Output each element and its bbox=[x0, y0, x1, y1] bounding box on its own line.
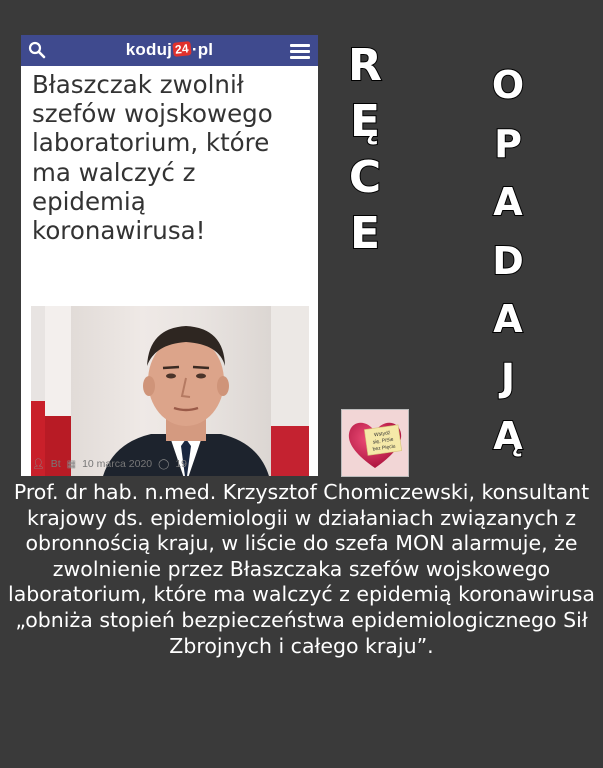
side-letter: A bbox=[493, 180, 523, 224]
side-letter: P bbox=[494, 121, 522, 166]
calendar-icon: ▦ bbox=[66, 458, 77, 470]
article-photo bbox=[31, 306, 309, 476]
article-date: 10 marca 2020 bbox=[82, 458, 153, 470]
article-headline[interactable]: Błaszczak zwolnił szefów wojskowego laboratorium, które ma walczyć z epidemią koronawirusa! bbox=[32, 70, 273, 246]
caption-text: Prof. dr hab. n.med. Krzysztof Chomiczewski, konsultant krajowy ds. epidemiologii w działaniach związanych z obronnością kraju, w liście do szefa MON alarmuje, że zwolnienie przez Błaszczaka szefów wojskowego laboratorium, które ma walczyć z epidemią koronawirusa „obniża stopień bezpieczeństwa epidemiologicznego Sił Zbrojnych i całego kraju”. bbox=[8, 480, 595, 658]
site-logo-prefix: koduj bbox=[125, 40, 173, 59]
side-letter: O bbox=[491, 63, 525, 107]
person-icon: 👤︎ bbox=[32, 458, 45, 470]
side-letter: C bbox=[348, 152, 382, 203]
badge-line: się, PiSie bbox=[372, 436, 394, 446]
side-letter: Ę bbox=[349, 96, 381, 147]
side-letter: D bbox=[492, 238, 524, 283]
heart-badge bbox=[341, 409, 409, 477]
article-screenshot bbox=[21, 35, 318, 476]
site-header bbox=[21, 35, 318, 66]
comment-icon: ◯ bbox=[158, 458, 170, 470]
side-letter: E bbox=[349, 208, 381, 259]
side-text-opadaja bbox=[486, 58, 530, 468]
side-letter: J bbox=[500, 355, 516, 400]
side-letter: R bbox=[348, 40, 382, 91]
site-logo-suffix: ·pl bbox=[191, 40, 214, 59]
site-logo[interactable] bbox=[21, 40, 318, 60]
article-comments-count[interactable]: 19 bbox=[175, 458, 188, 470]
side-letter: A bbox=[493, 297, 523, 341]
badge-line: bez Pięciu bbox=[372, 443, 396, 453]
article-author[interactable]: Bt bbox=[50, 458, 61, 470]
hamburger-menu-icon[interactable] bbox=[290, 44, 310, 60]
site-logo-number: 24 bbox=[174, 41, 190, 57]
article-meta bbox=[32, 458, 187, 470]
side-text-rece bbox=[338, 38, 392, 262]
badge-line: Wstydź bbox=[373, 430, 391, 439]
side-letter: Ą bbox=[493, 414, 523, 458]
